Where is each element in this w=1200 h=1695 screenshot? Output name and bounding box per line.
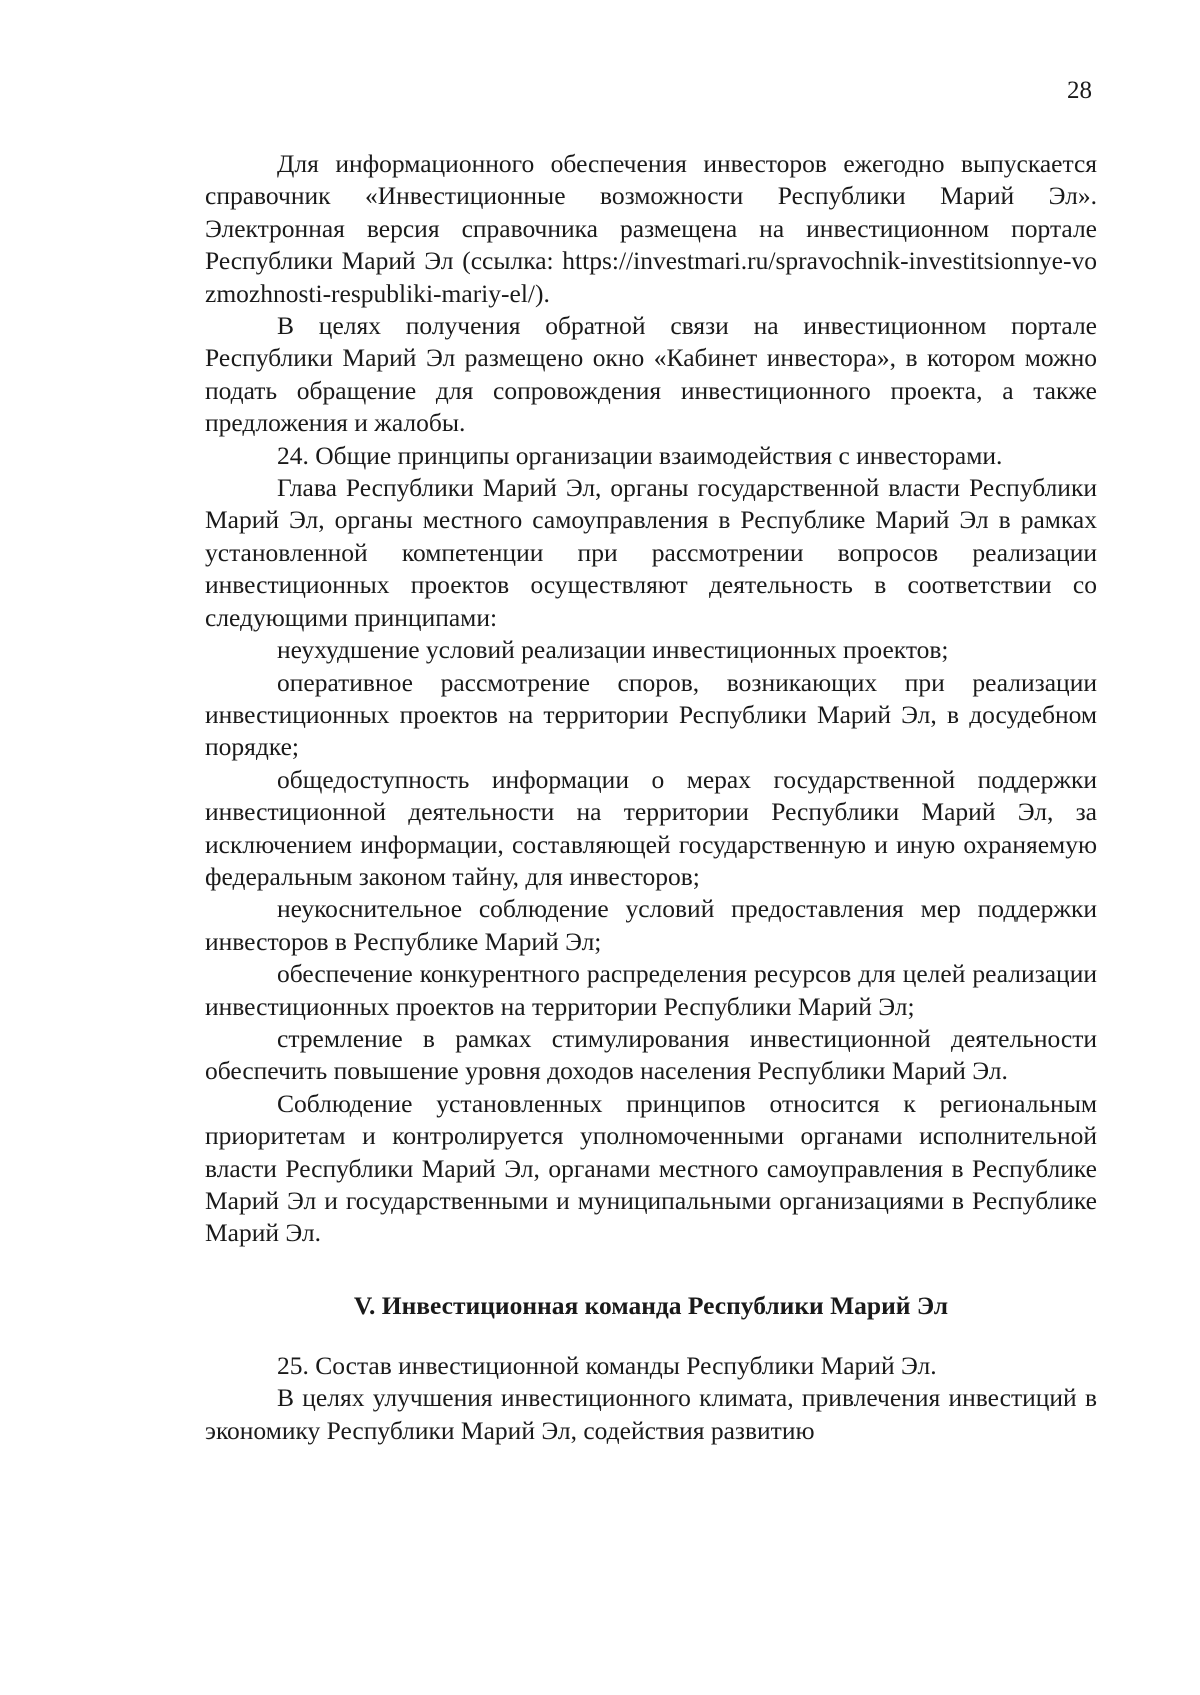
paragraph-compliance: Соблюдение установленных принципов относится к региональным приоритетам и контролируется уполномоченными органами исполнительной власти Республики Марий Эл, органами местного самоуправления в Республике Марий Эл и государственными и муниципальными организациями в Республике Марий Эл.	[205, 1088, 1097, 1248]
principle-item: общедоступность информации о мерах государственной поддержки инвестиционной деятельности на территории Республики Марий Эл, за исключением информации, составляющей государственную и иную охраняемую федеральным законом тайну, для инвесторов;	[205, 764, 1097, 891]
paragraph-item-25: 25. Состав инвестиционной команды Республики Марий Эл.	[277, 1350, 937, 1380]
portal-link[interactable]: https://investmari.ru/spravochnik-investitsionnye-vozmozhnosti-respubliki-mariy-el/	[205, 246, 1097, 308]
principle-item: стремление в рамках стимулирования инвестиционной деятельности обеспечить повышение уровня доходов населения Республики Марий Эл.	[205, 1023, 1097, 1086]
principle-item: неукоснительное соблюдение условий предоставления мер поддержки инвесторов в Республике Марий Эл;	[205, 894, 1097, 956]
section-heading: V. Инвестиционная команда Республики Марий Эл	[353, 1290, 949, 1320]
paragraph-handbook	[205, 148, 1097, 310]
paragraph-team-purpose: В целях улучшения инвестиционного климата, привлечения инвестиций в экономику Республики Марий Эл, содействия развитию	[205, 1383, 1097, 1445]
paragraph-principles-intro: Глава Республики Марий Эл, органы государственной власти Республики Марий Эл, органы местного самоуправления в Республике Марий Эл в рамках установленной компетенции при рассмотрении вопросов реализации инвестиционных проектов осуществляют деятельность в соответствии со следующими принципами:	[205, 473, 1097, 632]
document-body	[205, 148, 1097, 1447]
paragraph-text: Для информационного обеспечения инвесторов ежегодно выпускается справочник «Инвестиционные возможности Республики Марий Эл». Электронная версия справочника размещена на инвестиционном портале Республики Марий Эл (ссылка:	[205, 149, 1097, 276]
principle-item: неухудшение условий реализации инвестиционных проектов;	[277, 635, 949, 665]
paragraph-item-24: 24. Общие принципы организации взаимодействия с инвесторами.	[277, 440, 1003, 470]
page-number: 28	[1067, 77, 1092, 104]
principle-item: обеспечение конкурентного распределения ресурсов для целей реализации инвестиционных проектов на территории Республики Марий Эл;	[205, 959, 1097, 1021]
paragraph-feedback: В целях получения обратной связи на инвестиционном портале Республики Марий Эл размещено окно «Кабинет инвестора», в котором можно подать обращение для сопровождения инвестиционного проекта, а также предложения и жалобы.	[205, 311, 1097, 438]
principle-item: оперативное рассмотрение споров, возникающих при реализации инвестиционных проектов на территории Республики Марий Эл, в досудебном порядке;	[205, 667, 1097, 762]
paragraph-text-end: ).	[535, 278, 550, 308]
